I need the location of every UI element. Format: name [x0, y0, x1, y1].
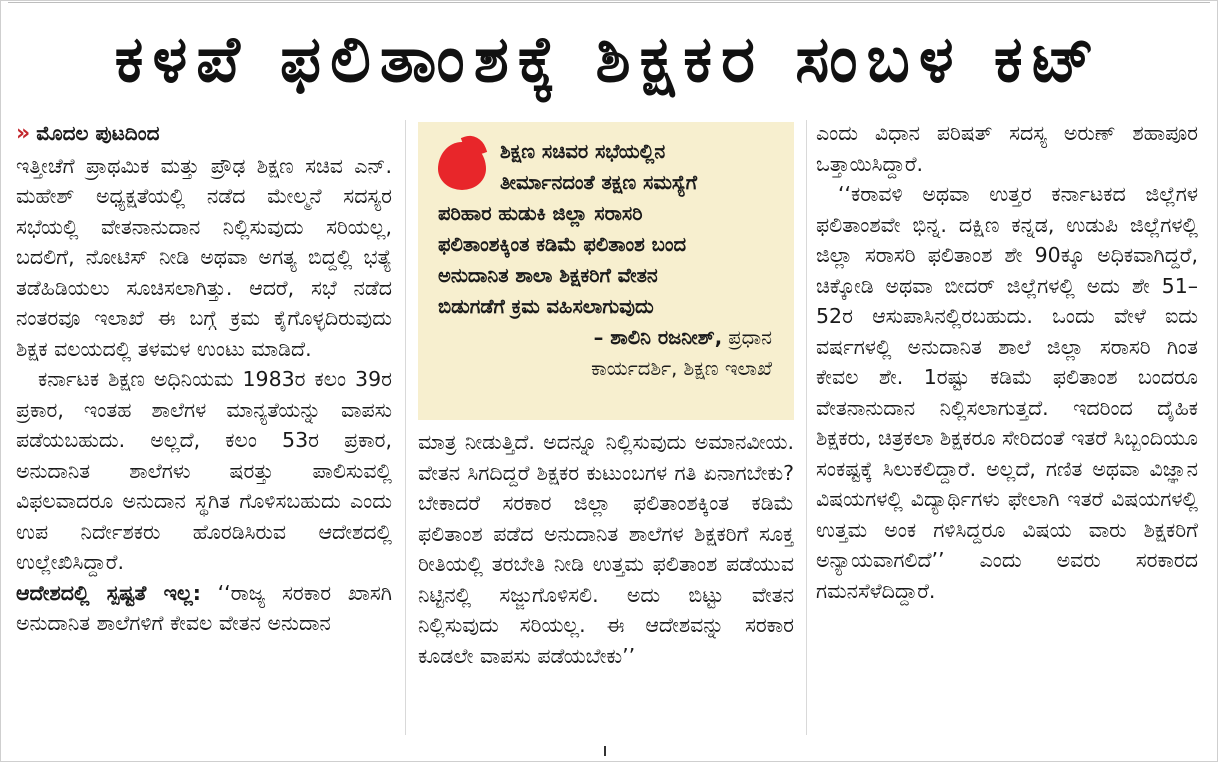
article-column-1 [16, 118, 392, 639]
pull-quote-box [418, 122, 794, 420]
chevron-double-right-icon: » [16, 121, 31, 146]
column1-paragraph-1: ಇತ್ತೀಚೆಗೆ ಪ್ರಾಥಮಿಕ ಮತ್ತು ಪ್ರೌಢ ಶಿಕ್ಷಣ ಸಚಿವ ಎನ್. ಮಹೇಶ್ ಅಧ್ಯಕ್ಷತೆಯಲ್ಲಿ ನಡೆದ ಮೇಲ್ಮನೆ ಸದಸ್ಯರ ಸಭೆಯಲ್ಲಿ ವೇತನಾನುದಾನ ನಿಲ್ಲಿಸುವುದು ಸರಿಯಲ್ಲ, ಬದಲಿಗೆ, ನೋಟಿಸ್ ನೀಡಿ ಅಥವಾ ಅಗತ್ಯ ಬಿದ್ದಲ್ಲಿ ಭತ್ಯೆ ತಡೆಹಿಡಿಯಲು ಸೂಚಿಸಲಾಗಿತ್ತು. ಆದರೆ, ಸಭೆ ನಡೆದ ನಂತರವೂ ಇಲಾಖೆ ಈ ಬಗ್ಗೆ ಕ್ರಮ ಕೈಗೊಳ್ಳದಿರುವುದು ಶಿಕ್ಷಕ ವಲಯದಲ್ಲಿ ತಳಮಳ ಉಂಟು ಮಾಡಿದೆ. [16, 153, 392, 361]
headline: ಕಳಪೆ ಫಲಿತಾಂಶಕ್ಕೆ ಶಿಕ್ಷಕರ ಸಂಬಳ ಕಟ್ [114, 23, 1104, 97]
quote-line: ಅನುದಾನಿತ ಶಾಲಾ ಶಿಕ್ಷಕರಿಗೆ ವೇತನ [438, 264, 658, 287]
pull-quote-text [438, 136, 772, 322]
quote-drop-icon [438, 142, 486, 190]
article-column-3 [816, 118, 1198, 606]
column-divider-right [806, 120, 807, 735]
column1-paragraph-3 [16, 578, 392, 639]
column2-paragraph-1: ಮಾತ್ರ ನೀಡುತ್ತಿದೆ. ಅದನ್ನೂ ನಿಲ್ಲಿಸುವುದು ಅಮಾನವೀಯ. ವೇತನ ಸಿಗದಿದ್ದರೆ ಶಿಕ್ಷಕರ ಕುಟುಂಬಗಳ ಗತಿ ಏನಾಗಬೇಕು? ಬೇಕಾದರೆ ಸರಕಾರ ಜಿಲ್ಲಾ ಫಲಿತಾಂಶಕ್ಕಿಂತ ಕಡಿಮೆ ಫಲಿತಾಂಶ ಪಡೆದ ಅನುದಾನಿತ ಶಾಲೆಗಳ ಶಿಕ್ಷಕರಿಗೆ ಸೂಕ್ತ ರೀತಿಯಲ್ಲಿ ತರಬೇತಿ ನೀಡಿ ಉತ್ತಮ ಫಲಿತಾಂಶ ಪಡೆಯುವ ನಿಟ್ಟಿನಲ್ಲಿ ಸಜ್ಜುಗೊಳಿಸಲಿ. ಅದು ಬಿಟ್ಟು ವೇತನ ನಿಲ್ಲಿಸುವುದು ಸರಿಯಲ್ಲ. ಈ ಆದೇಶವನ್ನು ಸರಕಾರ ಕೂಡಲೇ ವಾಪಸು ಪಡೆಯಬೇಕು’’ [418, 430, 794, 668]
top-rule [8, 2, 1210, 3]
quote-line: ಪರಿಹಾರ ಹುಡುಕಿ ಜಿಲ್ಲಾ ಸರಾಸರಿ [438, 202, 643, 225]
continued-label: ಮೊದಲ ಪುಟದಿಂದ [36, 121, 160, 145]
continued-from-front-page [16, 118, 392, 150]
column1-paragraph-2: ಕರ್ನಾಟಕ ಶಿಕ್ಷಣ ಅಧಿನಿಯಮ 1983ರ ಕಲಂ 39ರ ಪ್ರಕಾರ, ಇಂತಹ ಶಾಲೆಗಳ ಮಾನ್ಯತೆಯನ್ನು ವಾಪಸು ಪಡೆಯಬಹುದು. ಅಲ್ಲದೆ, ಕಲಂ 53ರ ಪ್ರಕಾರ, ಅನುದಾನಿತ ಶಾಲೆಗಳು ಷರತ್ತು ಪಾಲಿಸುವಲ್ಲಿ ವಿಫಲವಾದರೂ ಅನುದಾನ ಸ್ಥಗಿತ ಗೊಳಿಸಬಹುದು ಎಂದು ಉಪ ನಿರ್ದೇಶಕರು ಹೊರಡಿಸಿರುವ ಆದೇಶದಲ್ಲಿ ಉಲ್ಲೇಖಿಸಿದ್ದಾರೆ. [16, 367, 392, 574]
quote-attribution [438, 322, 772, 353]
column3-paragraph-2: ‘‘ಕರಾವಳಿ ಅಥವಾ ಉತ್ತರ ಕರ್ನಾಟಕದ ಜಿಲ್ಲೆಗಳ ಫಲಿತಾಂಶವೇ ಭಿನ್ನ. ದಕ್ಷಿಣ ಕನ್ನಡ, ಉಡುಪಿ ಜಿಲ್ಲೆಗಳಲ್ಲಿ ಜಿಲ್ಲಾ ಸರಾಸರಿ ಫಲಿತಾಂಶ ಶೇ 90ಕ್ಕೂ ಅಧಿಕವಾಗಿದ್ದರೆ, ಚಿಕ್ಕೋಡಿ ಅಥವಾ ಬೀದರ್ ಜಿಲ್ಲೆಗಳಲ್ಲಿ ಅದು ಶೇ 51–52ರ ಆಸುಪಾಸಿನಲ್ಲಿರಬಹುದು. ಒಂದು ವೇಳೆ ಐದು ವರ್ಷಗಳಲ್ಲಿ ಅನುದಾನಿತ ಶಾಲೆ ಜಿಲ್ಲಾ ಸರಾಸರಿ ಗಿಂತ ಕೇವಲ ಶೇ. 1ರಷ್ಟು ಕಡಿಮೆ ಫಲಿತಾಂಶ ಬಂದರೂ ವೇತನಾನುದಾನ ನಿಲ್ಲಿಸಲಾಗುತ್ತದೆ. ಇದರಿಂದ ದೈಹಿಕ ಶಿಕ್ಷಕರು, ಚಿತ್ರಕಲಾ ಶಿಕ್ಷಕರೂ ಸೇರಿದಂತೆ ಇತರೆ ಸಿಬ್ಬಂದಿಯೂ ಸಂಕಷ್ಟಕ್ಕೆ ಸಿಲುಕಲಿದ್ದಾರೆ. ಅಲ್ಲದೆ, ಗಣಿತ ಅಥವಾ ವಿಜ್ಞಾನ ವಿಷಯಗಳಲ್ಲಿ ವಿದ್ಯಾರ್ಥಿಗಳು ಫೇಲಾಗಿ ಇತರೆ ವಿಷಯಗಳಲ್ಲಿ ಉತ್ತಮ ಅಂಕ ಗಳಿಸಿದ್ದರೂ ವಿಷಯ ವಾರು ಶಿಕ್ಷಕರಿಗೆ ಅನ್ಯಾಯವಾಗಲಿದೆ’’ ಎಂದು ಅವರು ಸರಕಾರದ ಗಮನಸೆಳೆದಿದ್ದಾರೆ. [816, 182, 1198, 603]
attribution-department: ಕಾರ್ಯದರ್ಶಿ, ಶಿಕ್ಷಣ ಇಲಾಖೆ [591, 357, 772, 380]
column1-paragraph-3-text: ‘‘ರಾಜ್ಯ ಸರಕಾರ ಖಾಸಗಿ ಅನುದಾನಿತ ಶಾಲೆಗಳಿಗೆ ಕೇವಲ ವೇತನ ಅನುದಾನ [16, 580, 392, 635]
bottom-tick-mark [604, 746, 606, 756]
quote-line: ಶಿಕ್ಷಣ ಸಚಿವರ ಸಭೆಯಲ್ಲಿನ [500, 140, 666, 163]
quote-line: ಫಲಿತಾಂಶಕ್ಕಿಂತ ಕಡಿಮೆ ಫಲಿತಾಂಶ ಬಂದ [438, 233, 687, 256]
article-column-2 [418, 427, 794, 671]
attribution-name: – ಶಾಲಿನಿ ರಜನೀಶ್, [593, 326, 723, 349]
attribution-role: ಪ್ರಧಾನ [722, 326, 772, 349]
column-divider-left [405, 120, 406, 735]
quote-line: ಬಿಡುಗಡೆಗೆ ಕ್ರಮ ವಹಿಸಲಾಗುವುದು [438, 295, 654, 318]
quote-line: ತೀರ್ಮಾನದಂತೆ ತಕ್ಷಣ ಸಮಸ್ಯೆಗೆ [500, 171, 698, 194]
column3-paragraph-1: ಎಂದು ವಿಧಾನ ಪರಿಷತ್ ಸದಸ್ಯ ಅರುಣ್ ಶಹಾಪೂರ ಒತ್ತಾಯಿಸಿದ್ದಾರೆ. [816, 121, 1198, 176]
subheading: ಆದೇಶದಲ್ಲಿ ಸ್ಪಷ್ಟತೆ ಇಲ್ಲ: [16, 580, 201, 605]
